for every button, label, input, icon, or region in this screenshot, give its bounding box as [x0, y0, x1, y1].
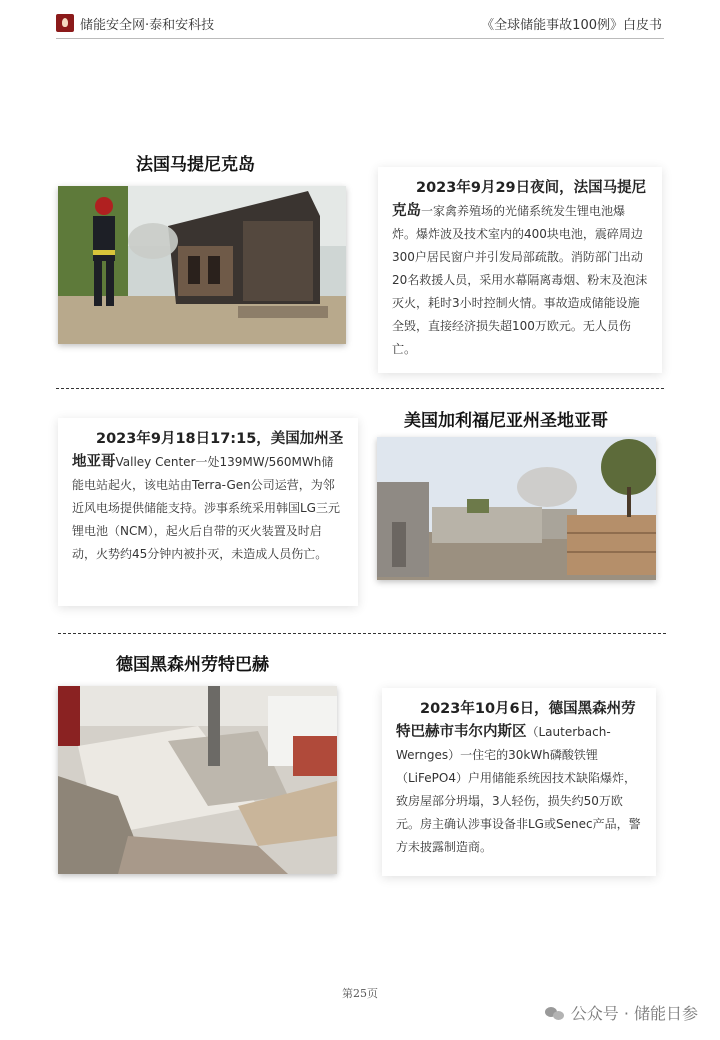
- case-1-card: [378, 167, 662, 373]
- watermark-text: 公众号 · 储能日参: [570, 1004, 698, 1023]
- brand-logo: [56, 14, 74, 32]
- case-2-title: 美国加利福尼亚州圣地亚哥: [404, 411, 608, 431]
- section-divider-1: [56, 388, 664, 389]
- case-3-photo: [58, 686, 337, 874]
- case-2-body: Valley Center一处139MW/560MWh储能电站起火，该电站由Terra-Gen公司运营，为邻近风电场提供储能支持。涉事系统采用韩国LG三元锂电池（NCM），起火后自带的灭火装置及时启动，火势约45分钟内被扑灭，未造成人员伤亡。: [72, 455, 340, 561]
- section-divider-2: [58, 633, 666, 634]
- header-right-title: 《全球储能事故100例》白皮书: [481, 18, 662, 33]
- wechat-icon: [545, 1005, 565, 1021]
- case-3-card: [382, 688, 656, 876]
- page-number: 第25页: [342, 987, 378, 1000]
- case-2-card: [58, 418, 358, 606]
- header-left-title: 储能安全网·泰和安科技: [80, 18, 215, 33]
- case-3-title: 德国黑森州劳特巴赫: [116, 655, 269, 675]
- case-1-body: 一家禽养殖场的光储系统发生锂电池爆炸。爆炸波及技术室内的400块电池，震碎周边300户居民窗户并引发局部疏散。消防部门出动20名救援人员，采用水幕隔离毒烟、粉末及泡沫灭火，耗时3小时控制火情。事故造成储能设施全毁，直接经济损失超100万欧元。无人员伤亡。: [392, 204, 648, 356]
- case-3-lead: 2023年10月6日，德国黑森州劳特巴赫市韦尔内斯区: [396, 701, 636, 740]
- case-2-lead: 2023年9月18日17:15，美国加州圣地亚哥: [72, 431, 344, 470]
- case-2-photo: [377, 437, 656, 580]
- case-1-lead: 2023年9月29日夜间，法国马提尼克岛: [392, 180, 647, 219]
- watermark: [545, 1001, 698, 1024]
- header-divider: [56, 38, 664, 39]
- case-1-photo: [58, 186, 346, 344]
- case-1-title: 法国马提尼克岛: [136, 155, 255, 175]
- case-3-body: （Lauterbach-Wernges）一住宅的30kWh磷酸铁锂（LiFePO4）户用储能系统因技术缺陷爆炸，致房屋部分坍塌，3人轻伤，损失约50万欧元。房主确认涉事设备非LG或Senec产品，警方未披露制造商。: [396, 725, 641, 854]
